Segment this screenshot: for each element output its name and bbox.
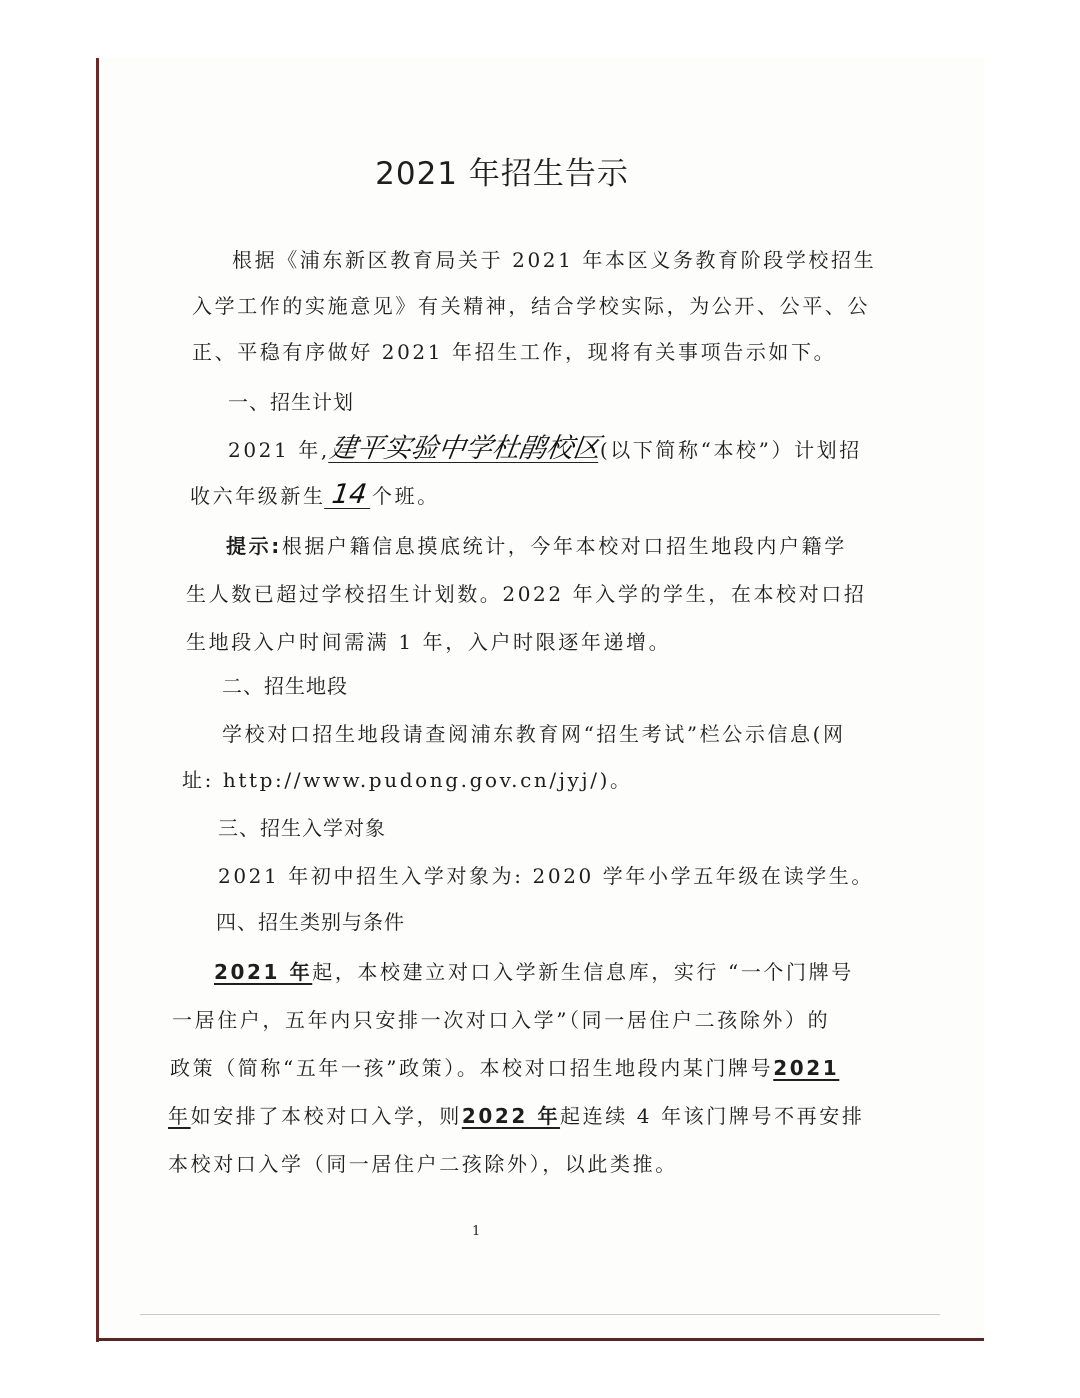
intro-line-3: 正、平稳有序做好 2021 年招生工作，现将有关事项告示如下。 bbox=[192, 340, 837, 364]
plan-year-text: 2021 年, bbox=[228, 438, 330, 462]
tip-line-1 bbox=[226, 530, 847, 559]
page-left-edge bbox=[96, 58, 99, 1342]
plan-class-text: 个班。 bbox=[371, 484, 440, 508]
policy-year-2022: 2022 年 bbox=[461, 1104, 561, 1128]
district-line-1: 学校对口招生地段请查阅浦东教育网“招生考试”栏公示信息(网 bbox=[222, 722, 846, 746]
tip-line-2: 生人数已超过学校招生计划数。2022 年入学的学生，在本校对口招 bbox=[186, 582, 867, 606]
intro-line-1: 根据《浦东新区教育局关于 2021 年本区义务教育阶段学校招生 bbox=[232, 248, 877, 272]
plan-suffix-text: (以下简称“本校”）计划招 bbox=[599, 438, 862, 462]
policy-text-4a: 如安排了本校对口入学，则 bbox=[190, 1104, 462, 1128]
section-4-heading: 四、招生类别与条件 bbox=[216, 910, 405, 934]
district-line-2: 址: http://www.pudong.gov.cn/jyj/)。 bbox=[182, 768, 633, 792]
policy-line-1 bbox=[214, 956, 854, 985]
handwritten-class-count: 14 bbox=[324, 482, 374, 509]
policy-text-4b: 起连续 4 年该门牌号不再安排 bbox=[560, 1104, 865, 1128]
section-3-heading: 三、招生入学对象 bbox=[218, 816, 386, 840]
plan-line-1 bbox=[228, 434, 862, 463]
policy-line-5: 本校对口入学（同一居住户二孩除外），以此类推。 bbox=[168, 1152, 678, 1176]
intro-line-2: 入学工作的实施意见》有关精神，结合学校实际，为公开、公平、公 bbox=[192, 294, 870, 318]
section-2-heading: 二、招生地段 bbox=[222, 674, 348, 698]
plan-line-2 bbox=[190, 480, 440, 509]
policy-text-3: 政策（简称“五年一孩”政策）。本校对口招生地段内某门牌号 bbox=[170, 1056, 774, 1080]
policy-year-suffix: 年 bbox=[168, 1104, 191, 1128]
policy-year-2021-b: 2021 bbox=[773, 1056, 840, 1080]
tip-text-1: 根据户籍信息摸底统计，今年本校对口招生地段内户籍学 bbox=[281, 534, 847, 558]
handwritten-school-name: 建平实验中学杜鹃校区 bbox=[327, 433, 603, 464]
tip-line-3: 生地段入户时间需满 1 年，入户时限逐年递增。 bbox=[186, 630, 672, 654]
footer-rule bbox=[140, 1314, 940, 1315]
policy-line-4 bbox=[168, 1100, 865, 1129]
policy-year-2021: 2021 年 bbox=[214, 960, 313, 984]
tip-label: 提示: bbox=[226, 534, 282, 558]
section-1-heading: 一、招生计划 bbox=[228, 390, 354, 414]
policy-text-1: 起，本校建立对口入学新生信息库，实行 “一个门牌号 bbox=[312, 960, 854, 984]
policy-line-2: 一居住户，五年内只安排一次对口入学”（同一居住户二孩除外）的 bbox=[172, 1008, 831, 1032]
page-title: 2021 年招生告示 bbox=[375, 156, 629, 192]
target-line-1: 2021 年初中招生入学对象为: 2020 学年小学五年级在读学生。 bbox=[218, 864, 875, 888]
plan-grade-text: 收六年级新生 bbox=[190, 484, 326, 508]
page-bottom-edge bbox=[96, 1338, 984, 1341]
page-number: 1 bbox=[472, 1224, 481, 1239]
policy-line-3 bbox=[170, 1052, 839, 1081]
